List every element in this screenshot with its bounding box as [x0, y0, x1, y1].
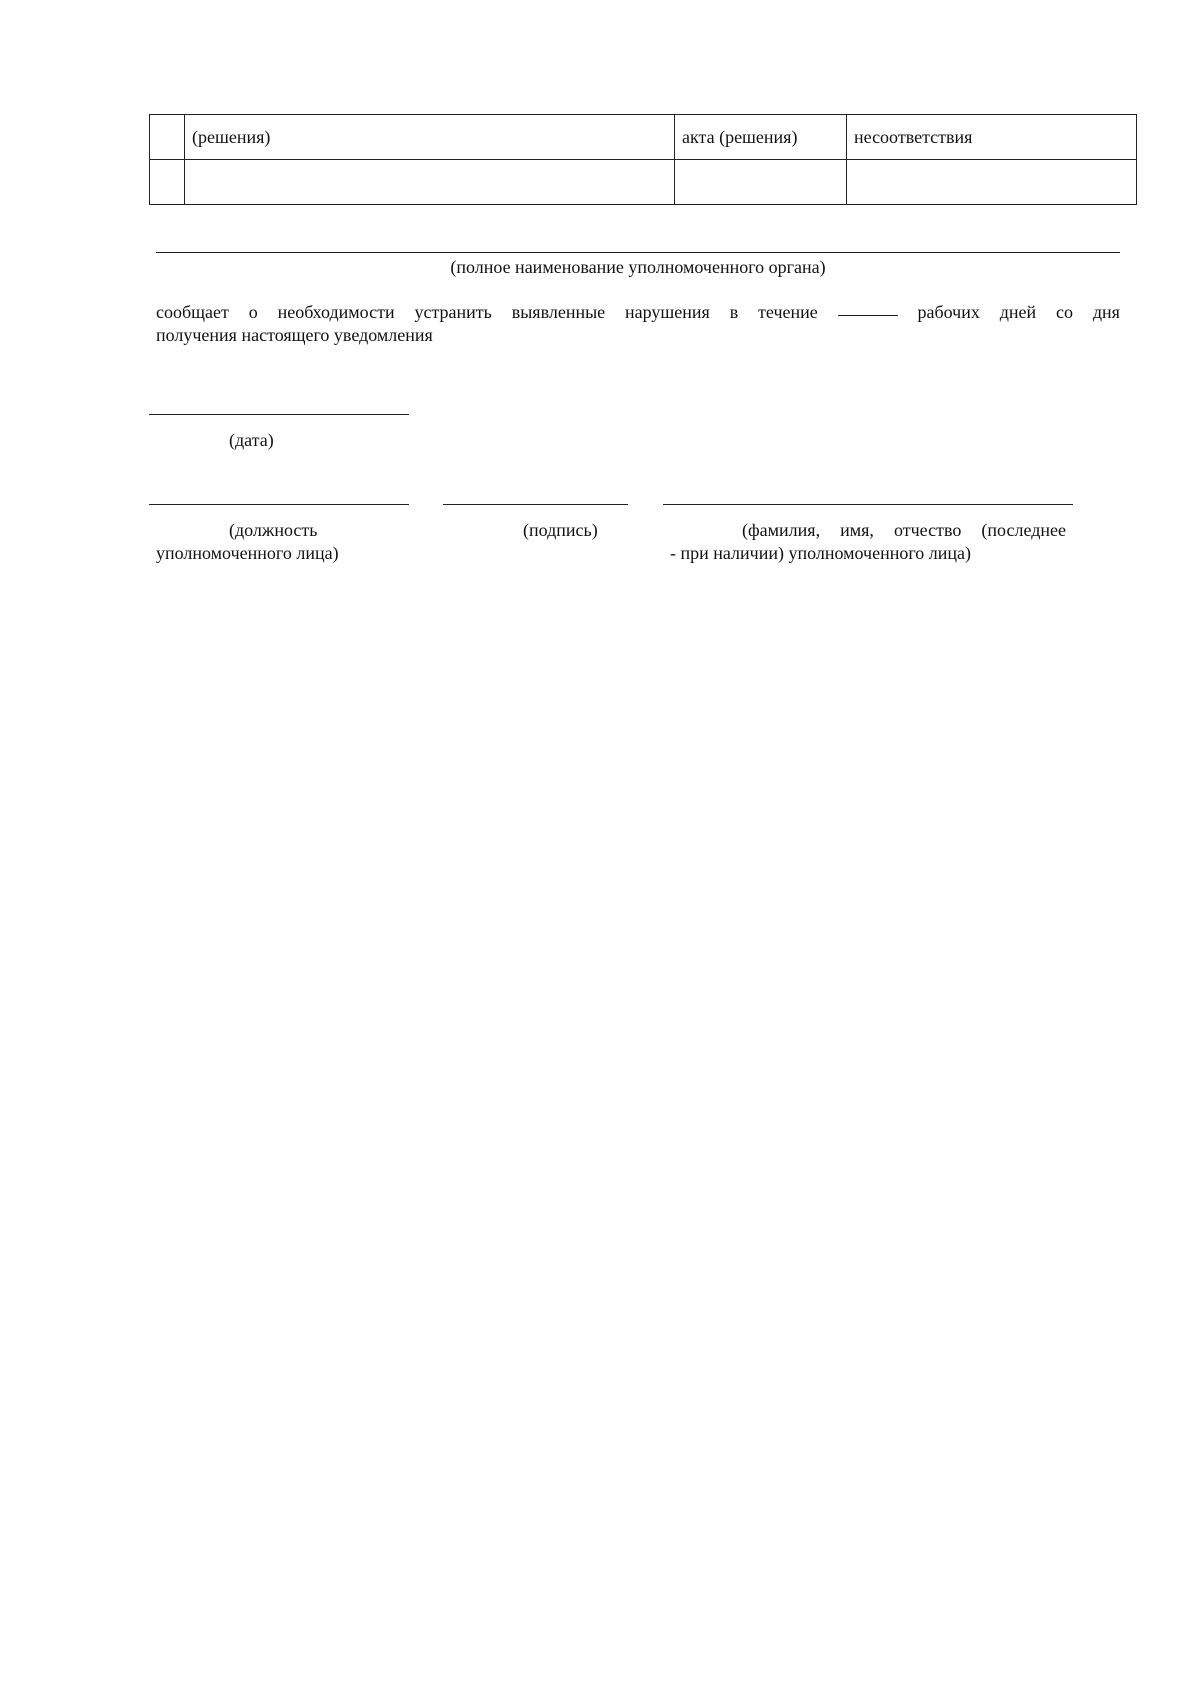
notice-word: о [248, 302, 258, 322]
notice-paragraph [156, 301, 1120, 347]
full-name-caption [742, 519, 1066, 542]
notice-word: выявленные [511, 302, 606, 322]
date-line[interactable] [149, 414, 409, 415]
full-name-caption-line1 [742, 519, 1066, 542]
authority-caption: (полное наименование уполномоченного органа) [450, 257, 826, 277]
name-caption-word: (последнее [981, 520, 1066, 540]
notice-word: сообщает [156, 302, 229, 322]
notice-word: дней [999, 302, 1037, 322]
table-cell-empty[interactable] [150, 160, 185, 205]
position-caption-line2: уполномоченного лица) [156, 543, 339, 563]
full-name-caption-line2: - при наличии) уполномоченного лица) [670, 543, 972, 563]
position-caption-line1: (должность [229, 520, 318, 540]
full-name-line[interactable] [663, 504, 1073, 505]
table-cell-number [150, 115, 185, 160]
name-caption-word: (фамилия, [742, 520, 821, 540]
notice-line-2: получения настоящего уведомления [156, 325, 433, 345]
notice-word: необходимости [277, 302, 395, 322]
days-blank-field[interactable] [838, 301, 898, 316]
table-row [150, 160, 1137, 205]
name-caption-word: имя, [840, 520, 874, 540]
notice-line-1 [156, 301, 1120, 324]
notice-word: устранить [414, 302, 492, 322]
position-line[interactable] [149, 504, 409, 505]
notice-word: течение [758, 302, 818, 322]
position-caption [156, 519, 416, 565]
table-cell-empty[interactable] [675, 160, 847, 205]
table-header-row [150, 115, 1137, 160]
table-cell-decision: (решения) [185, 115, 675, 160]
signature-caption: (подпись) [523, 520, 598, 540]
name-caption-word: отчество [893, 520, 962, 540]
table-cell-nonconformity: несоответствия [847, 115, 1137, 160]
notice-word: дня [1092, 302, 1120, 322]
notice-word: со [1056, 302, 1073, 322]
notice-word: рабочих [917, 302, 980, 322]
table-cell-empty[interactable] [185, 160, 675, 205]
notice-word: в [729, 302, 739, 322]
signature-line[interactable] [443, 504, 628, 505]
table-cell-empty[interactable] [847, 160, 1137, 205]
violations-table [149, 114, 1137, 205]
table-cell-act-decision: акта (решения) [675, 115, 847, 160]
notice-word: нарушения [625, 302, 710, 322]
authority-name-line[interactable] [156, 252, 1120, 253]
date-caption: (дата) [229, 430, 274, 450]
